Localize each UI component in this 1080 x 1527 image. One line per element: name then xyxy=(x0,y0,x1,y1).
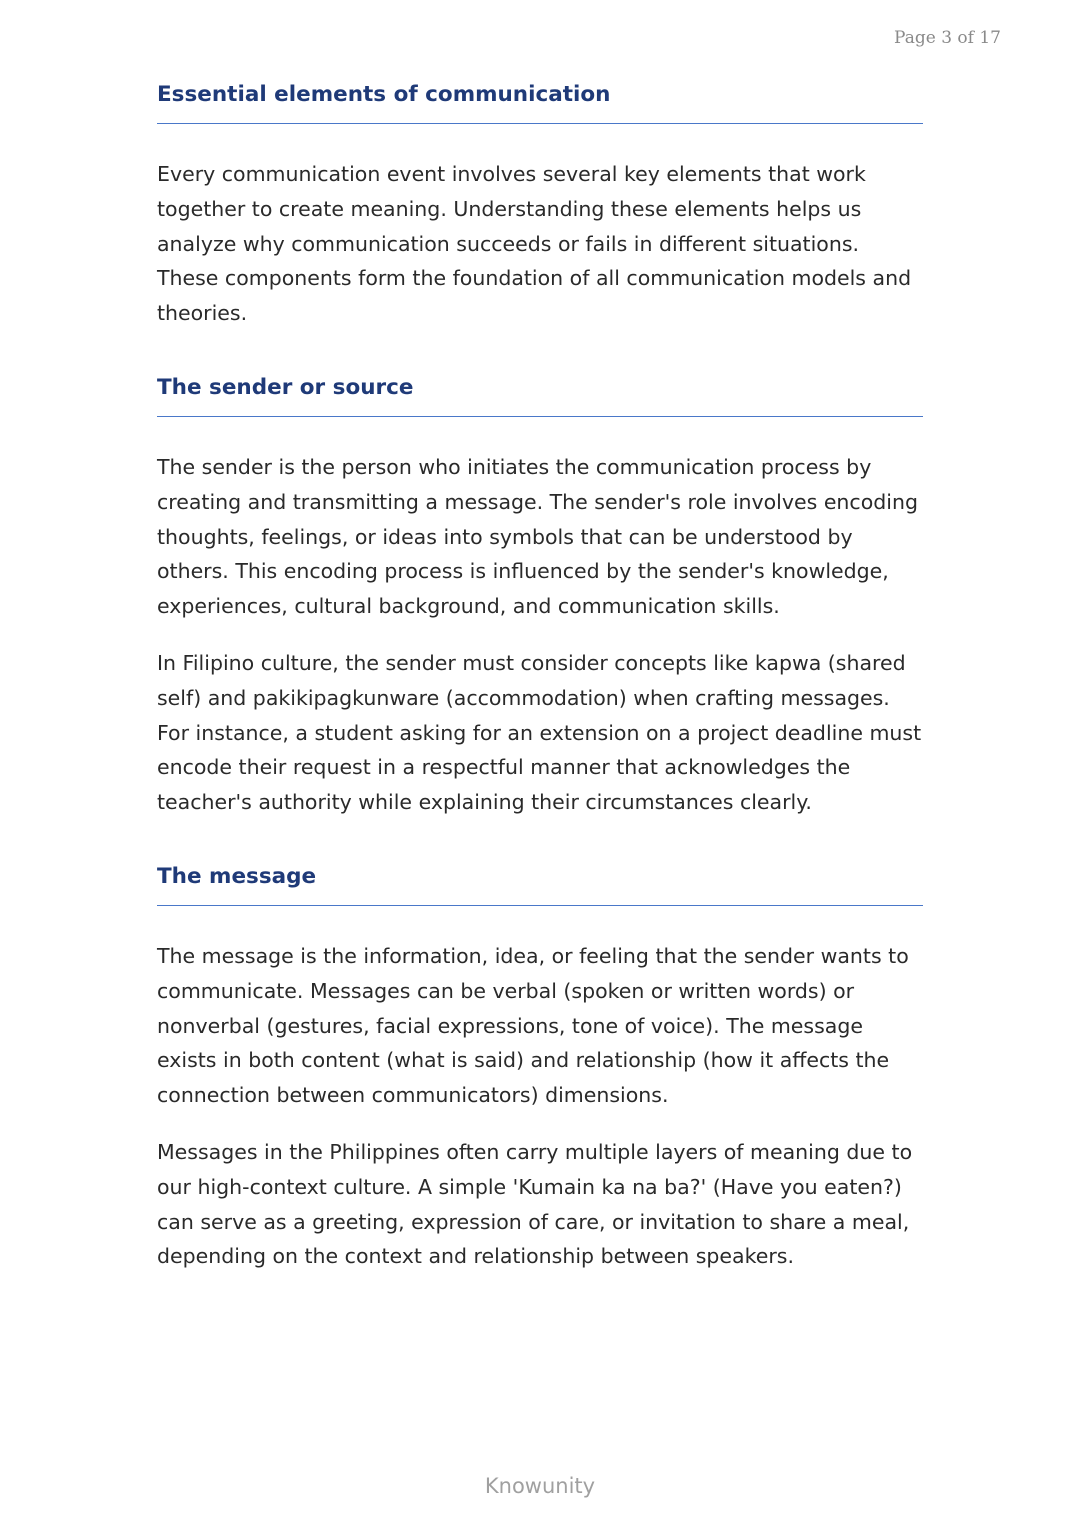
paragraph-sender-definition: The sender is the person who initiates the communication process by creating and transmitting a message. The sender's role involves encoding thoughts, feelings, or ideas into symbols that can be understood by others. This encoding process is influenced by the sender's knowledge, experiences, cultural background, and communication skills. xyxy=(157,454,918,619)
paragraph-message-philippines: Messages in the Philippines often carry multiple layers of meaning due to our high-context culture. A simple 'Kumain ka na ba?' (Have you eaten?) can serve as a greeting, expression of care, or invitation to share a meal, depending on the context and relationship between speakers. xyxy=(157,1139,913,1269)
page-number: Page 3 of 17 xyxy=(894,28,1001,48)
section-heading-sender: The sender or source xyxy=(157,373,923,417)
footer-brand: Knowunity xyxy=(484,1474,596,1498)
section-heading-message: The message xyxy=(157,862,923,906)
document-body xyxy=(157,80,923,1274)
section-heading-essential-elements: Essential elements of communication xyxy=(157,80,923,124)
paragraph-message-definition: The message is the information, idea, or feeling that the sender wants to communicate. Messages can be verbal (spoken or written words) or nonverbal (gestures, facial expressions, tone of voice). The message exists in both content (what is said) and relationship (how it affects the connection between communicators) dimensions. xyxy=(157,943,909,1108)
paragraph-sender-filipino-culture: In Filipino culture, the sender must consider concepts like kapwa (shared self) and pakikipagkunware (accommodation) when crafting messages. For instance, a student asking for an extension on a project deadline must encode their request in a respectful manner that acknowledges the teacher's authority while explaining their circumstances clearly. xyxy=(157,650,922,815)
paragraph-essential-elements: Every communication event involves several key elements that work together to create meaning. Understanding these elements helps us analyze why communication succeeds or fails in different situations. These components form the foundation of all communication models and theories. xyxy=(157,162,912,326)
